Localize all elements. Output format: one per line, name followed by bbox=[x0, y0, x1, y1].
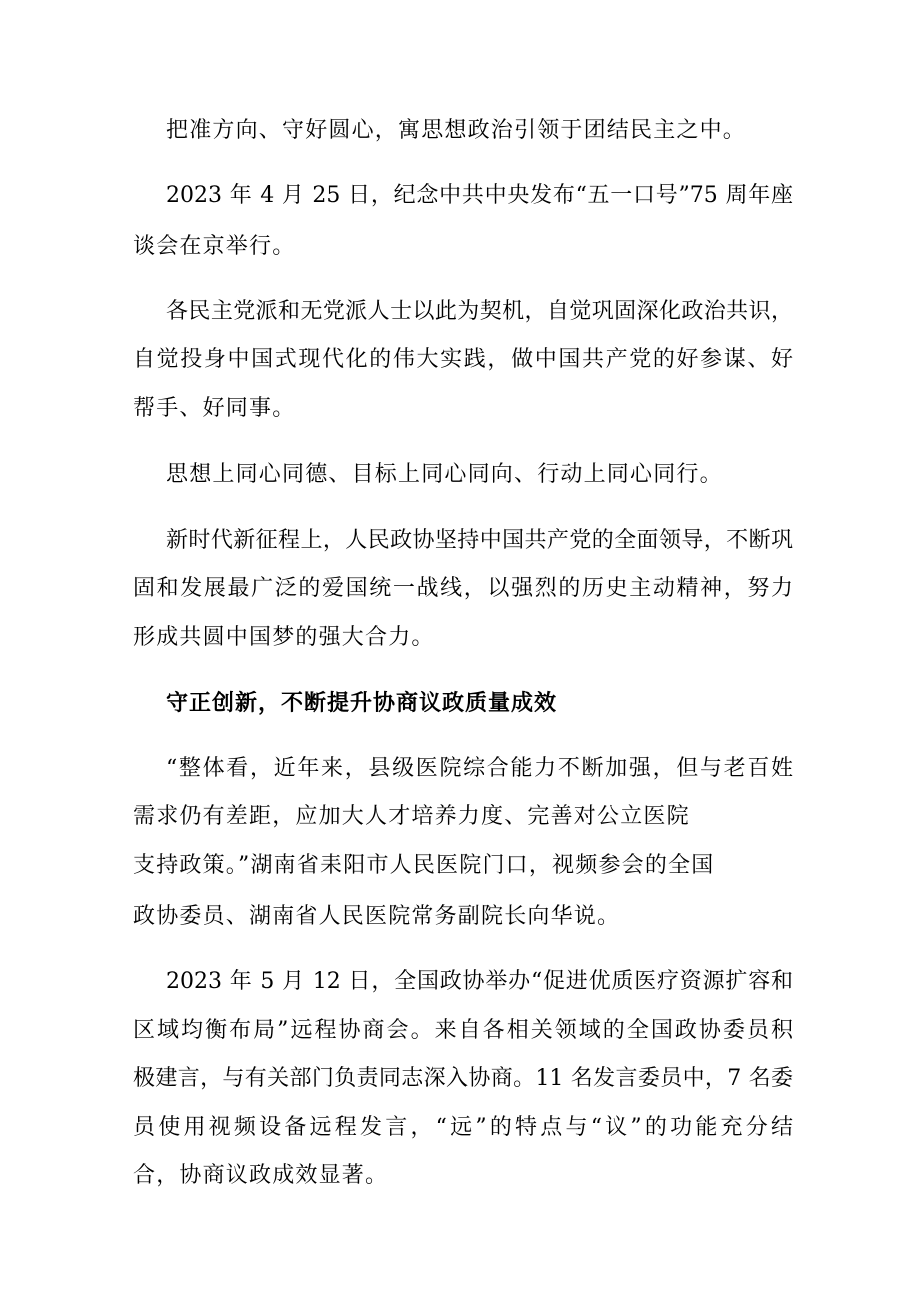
paragraph-line: 各民主党派和无党派人士以此为契机，自觉巩固深化政治共识， bbox=[166, 299, 793, 324]
paragraph-line: 固和发展最广泛的爱国统一战线，以强烈的历史主动精神，努力 bbox=[133, 576, 793, 601]
paragraph-line: 自觉投身中国式现代化的伟大实践，做中国共产党的好参谋、好 bbox=[133, 347, 793, 372]
paragraph-line: 政协委员、湖南省人民医院常务副院长向华说。 bbox=[133, 904, 621, 929]
paragraph-line: 极建言，与有关部门负责同志深入协商。11 名发言委员中，7 名委 bbox=[133, 1066, 793, 1091]
paragraph-line: 2023 年 4 月 25 日，纪念中共中央发布“五一口号”75 周年座 bbox=[166, 183, 793, 208]
section-heading: 守正创新，不断提升协商议政质量成效 bbox=[166, 690, 558, 716]
paragraph-line: 员使用视频设备远程发言，“远”的特点与“议”的功能充分结 bbox=[133, 1115, 793, 1140]
paragraph-line: 合，协商议政成效显著。 bbox=[133, 1163, 389, 1188]
paragraph-line: 帮手、好同事。 bbox=[133, 396, 296, 421]
paragraph-line: 支持政策。”湖南省耒阳市人民医院门口，视频参会的全国 bbox=[133, 853, 715, 878]
paragraph-line: 谈会在京举行。 bbox=[133, 234, 296, 259]
paragraph-line: 2023 年 5 月 12 日，全国政协举办“促进优质医疗资源扩容和 bbox=[166, 969, 793, 994]
paragraph-line: 区域均衡布局”远程协商会。来自各相关领域的全国政协委员积 bbox=[133, 1018, 793, 1043]
paragraph-line: 需求仍有差距，应加大人才培养力度、完善对公立医院 bbox=[133, 804, 690, 829]
paragraph-line: 把准方向、守好圆心，寓思想政治引领于团结民主之中。 bbox=[166, 118, 747, 143]
paragraph-line: “整体看，近年来，县级医院综合能力不断加强，但与老百姓 bbox=[166, 756, 793, 781]
paragraph-line: 思想上同心同德、目标上同心同向、行动上同心同行。 bbox=[166, 462, 723, 487]
paragraph-line: 形成共圆中国梦的强大合力。 bbox=[133, 625, 435, 650]
paragraph-line: 新时代新征程上，人民政协坚持中国共产党的全面领导，不断巩 bbox=[166, 528, 793, 553]
